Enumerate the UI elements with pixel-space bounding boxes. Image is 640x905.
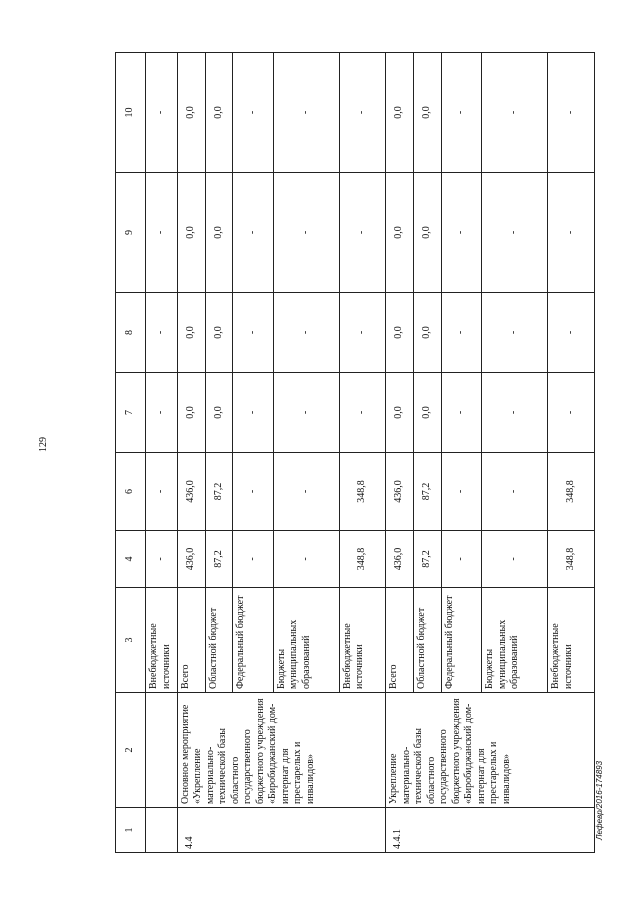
funding-source-cell: Федеральный бюджет — [233, 588, 273, 693]
column-header: 7 — [116, 373, 146, 453]
value-cell: - — [233, 531, 273, 588]
column-header: 10 — [116, 53, 146, 173]
value-cell: - — [233, 373, 273, 453]
value-cell: - — [482, 173, 548, 293]
value-cell: - — [146, 453, 178, 531]
table-row — [386, 53, 414, 853]
value-cell: - — [339, 173, 386, 293]
page-number: 129 — [38, 437, 49, 452]
funding-source-cell: Внебюджетные источники — [339, 588, 386, 693]
value-cell: 348,8 — [339, 453, 386, 531]
funding-source-cell: Внебюджетные источники — [146, 588, 178, 693]
value-cell: - — [441, 293, 481, 373]
funding-source-cell: Внебюджетные источники — [548, 588, 595, 693]
value-cell: 436,0 — [386, 453, 414, 531]
value-cell: 0,0 — [177, 293, 205, 373]
value-cell: - — [146, 293, 178, 373]
funding-source-cell: Всего — [177, 588, 205, 693]
column-header: 1 — [116, 808, 146, 853]
funding-source-cell: Бюджеты муниципальных образований — [482, 588, 548, 693]
value-cell: 0,0 — [386, 173, 414, 293]
value-cell: 348,8 — [339, 531, 386, 588]
value-cell: - — [441, 453, 481, 531]
value-cell: 0,0 — [205, 53, 233, 173]
activity-name-cell: Укрепление материально-технической базы областного государственного бюджетного учреждения «Биробиджанский дом-интернат для престарелых и инвалидов» — [386, 693, 595, 808]
item-code-cell: 4.4 — [177, 808, 386, 853]
value-cell: - — [273, 453, 339, 531]
value-cell: - — [146, 373, 178, 453]
value-cell: 436,0 — [177, 531, 205, 588]
value-cell: 348,8 — [548, 453, 595, 531]
value-cell: - — [339, 53, 386, 173]
value-cell: - — [482, 293, 548, 373]
value-cell: - — [548, 373, 595, 453]
value-cell: - — [233, 173, 273, 293]
budget-table — [115, 52, 595, 853]
value-cell: 0,0 — [177, 53, 205, 173]
column-header: 6 — [116, 453, 146, 531]
value-cell: - — [273, 531, 339, 588]
value-cell: 87,2 — [414, 531, 442, 588]
value-cell: - — [482, 373, 548, 453]
value-cell: 87,2 — [205, 453, 233, 531]
value-cell: 0,0 — [386, 293, 414, 373]
value-cell: 87,2 — [414, 453, 442, 531]
value-cell: - — [441, 173, 481, 293]
value-cell: - — [273, 173, 339, 293]
value-cell: - — [273, 373, 339, 453]
document-code: Лефевр/2016-174893 — [595, 760, 604, 840]
value-cell: 0,0 — [414, 173, 442, 293]
value-cell: 0,0 — [414, 373, 442, 453]
value-cell: 436,0 — [386, 531, 414, 588]
column-header: 2 — [116, 693, 146, 808]
value-cell: 87,2 — [205, 531, 233, 588]
value-cell: - — [339, 293, 386, 373]
value-cell: 0,0 — [205, 173, 233, 293]
value-cell: - — [273, 53, 339, 173]
value-cell: 0,0 — [386, 53, 414, 173]
value-cell: - — [146, 173, 178, 293]
value-cell: - — [233, 53, 273, 173]
value-cell: - — [482, 453, 548, 531]
value-cell: - — [482, 531, 548, 588]
funding-source-cell: Всего — [386, 588, 414, 693]
value-cell: - — [441, 531, 481, 588]
value-cell: 0,0 — [386, 373, 414, 453]
funding-source-cell: Федеральный бюджет — [441, 588, 481, 693]
value-cell: 0,0 — [414, 53, 442, 173]
value-cell: 0,0 — [414, 293, 442, 373]
value-cell: - — [273, 293, 339, 373]
table-row — [177, 53, 205, 853]
value-cell: - — [233, 453, 273, 531]
value-cell: - — [441, 373, 481, 453]
value-cell: - — [441, 53, 481, 173]
rotated-table-container — [115, 53, 595, 853]
column-header: 3 — [116, 588, 146, 693]
value-cell: - — [146, 53, 178, 173]
table-row — [146, 53, 178, 853]
value-cell: 0,0 — [177, 373, 205, 453]
table-header-row — [116, 53, 146, 853]
value-cell: 0,0 — [205, 293, 233, 373]
value-cell: - — [548, 53, 595, 173]
value-cell: 348,8 — [548, 531, 595, 588]
activity-name-cell: Основное мероприятие «Укрепление материально-технической базы областного государственного бюджетного учреждения «Биробиджанский дом-интернат для престарелых и инвалидов» — [177, 693, 386, 808]
funding-source-cell: Областной бюджет — [414, 588, 442, 693]
value-cell: 0,0 — [177, 173, 205, 293]
funding-source-cell: Областной бюджет — [205, 588, 233, 693]
value-cell: 436,0 — [177, 453, 205, 531]
item-code-cell: 4.4.1 — [386, 808, 595, 853]
column-header: 9 — [116, 173, 146, 293]
value-cell: 0,0 — [205, 373, 233, 453]
value-cell: - — [233, 293, 273, 373]
column-header: 8 — [116, 293, 146, 373]
column-header: 4 — [116, 531, 146, 588]
value-cell: - — [482, 53, 548, 173]
activity-name-cell — [146, 693, 178, 808]
value-cell: - — [548, 173, 595, 293]
value-cell: - — [146, 531, 178, 588]
item-code-cell — [146, 808, 178, 853]
value-cell: - — [339, 373, 386, 453]
funding-source-cell: Бюджеты муниципальных образований — [273, 588, 339, 693]
value-cell: - — [548, 293, 595, 373]
